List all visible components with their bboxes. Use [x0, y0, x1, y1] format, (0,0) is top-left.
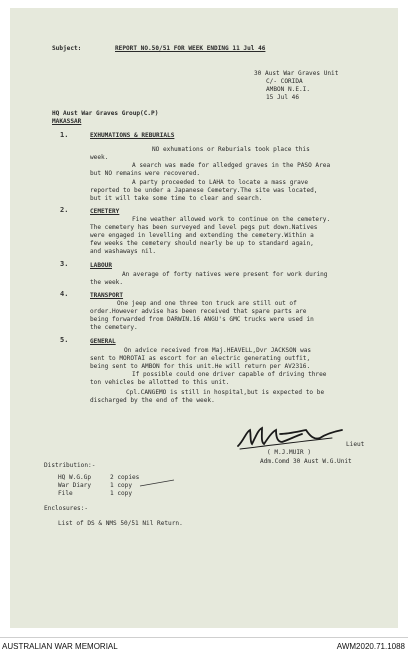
- section-number: 3.: [60, 260, 69, 268]
- section-heading: EXHUMATIONS & REBURIALS: [90, 132, 175, 139]
- section-heading: LABOUR: [90, 262, 113, 269]
- subject-text: REPORT NO.50/51 FOR WEEK ENDING 11 Jul 46: [115, 45, 266, 52]
- subject-label: Subject:: [52, 45, 82, 52]
- unit-line: C/- CORIDA: [266, 78, 303, 85]
- handwritten-signature: [236, 424, 356, 452]
- unit-line: AMBON N.E.I.: [266, 86, 311, 93]
- section-line: sent to MOROTAI as escort for an electric generating outfit,: [90, 355, 311, 362]
- distribution-copies: 2 copies: [110, 474, 140, 481]
- archive-footer: [0, 637, 408, 654]
- unit-line: 30 Aust War Graves Unit: [254, 70, 339, 77]
- section-line: order.However advise has been received that spare parts are: [90, 308, 307, 315]
- footer-accession-number: AWM2020.71.1088: [336, 642, 405, 651]
- section-line: few weeks the cemetery should nearly be up to standard again,: [90, 240, 314, 247]
- distribution-name: HQ W.G.Gp: [58, 474, 92, 481]
- section-number: 4.: [60, 290, 69, 298]
- section-line: Cpl.CANGEMO is still in hospital,but is expected to be: [126, 389, 325, 396]
- section-line: An average of forty natives were present for work during: [122, 271, 328, 278]
- recipient-line: MAKASSAR: [52, 118, 82, 125]
- unit-date: 15 Jul 46: [266, 94, 300, 101]
- section-line: ton vehicles be allotted to this unit.: [90, 379, 230, 386]
- section-line: week.: [90, 154, 109, 161]
- pen-stroke-mark: [138, 478, 178, 488]
- enclosures-label: Enclosures:-: [44, 505, 89, 512]
- section-line: The cemetery has been surveyed and level pegs put down.Natives: [90, 224, 318, 231]
- section-line: but it will take some time to clear and search.: [90, 195, 263, 202]
- enclosures-text: List of DS & NMS 50/51 Nil Return.: [58, 520, 183, 527]
- section-heading: GENERAL: [90, 338, 116, 345]
- section-line: but NO remains were recovered.: [90, 170, 201, 177]
- distribution-copies: 1 copy: [110, 482, 133, 489]
- section-line: discharged by the end of the week.: [90, 397, 215, 404]
- section-line: A search was made for alledged graves in the PASO Area: [132, 162, 331, 169]
- section-heading: TRANSPORT: [90, 292, 124, 299]
- section-line: were engaged in levelling and extending the cemetery.Within a: [90, 232, 314, 239]
- footer-institution: AUSTRALIAN WAR MEMORIAL: [2, 642, 118, 651]
- signature-title: Adm.Comd 30 Aust W.G.Unit: [260, 458, 352, 465]
- section-line: One jeep and one three ton truck are still out of: [117, 300, 297, 307]
- section-number: 1.: [60, 131, 69, 139]
- section-number: 2.: [60, 206, 69, 214]
- section-line: being sent to AMBON for this unit.He will return per AV2316.: [90, 363, 311, 370]
- section-heading: CEMETERY: [90, 208, 120, 215]
- section-line: On advice received from Maj.HEAVELL,Dvr JACKSON was: [124, 347, 312, 354]
- section-line: A party proceeded to LAHA to locate a mass grave: [132, 179, 309, 186]
- distribution-label: Distribution:-: [44, 462, 96, 469]
- section-line: the cemetery.: [90, 324, 138, 331]
- section-line: reported to be under a Japanese Cemetery.The site was located,: [90, 187, 318, 194]
- distribution-name: File: [58, 490, 73, 497]
- section-line: If possible could one driver capable of driving three: [132, 371, 327, 378]
- section-line: and washaways nil.: [90, 248, 157, 255]
- distribution-name: War Diary: [58, 482, 92, 489]
- distribution-copies: 1 copy: [110, 490, 133, 497]
- section-line: the week.: [90, 279, 124, 286]
- section-number: 5.: [60, 336, 69, 344]
- section-line: Fine weather allowed work to continue on the cemetery.: [132, 216, 331, 223]
- section-line: NO exhumations or Reburials took place this: [152, 146, 310, 153]
- recipient-line: HQ Aust War Graves Group(C.P): [52, 110, 159, 117]
- section-line: being forwarded from DARWIN.16 ANGU's GMC trucks were used in: [90, 316, 314, 323]
- signature-rank: Lieut: [346, 441, 365, 448]
- signature-name: ( M.J.MUIR ): [267, 449, 312, 456]
